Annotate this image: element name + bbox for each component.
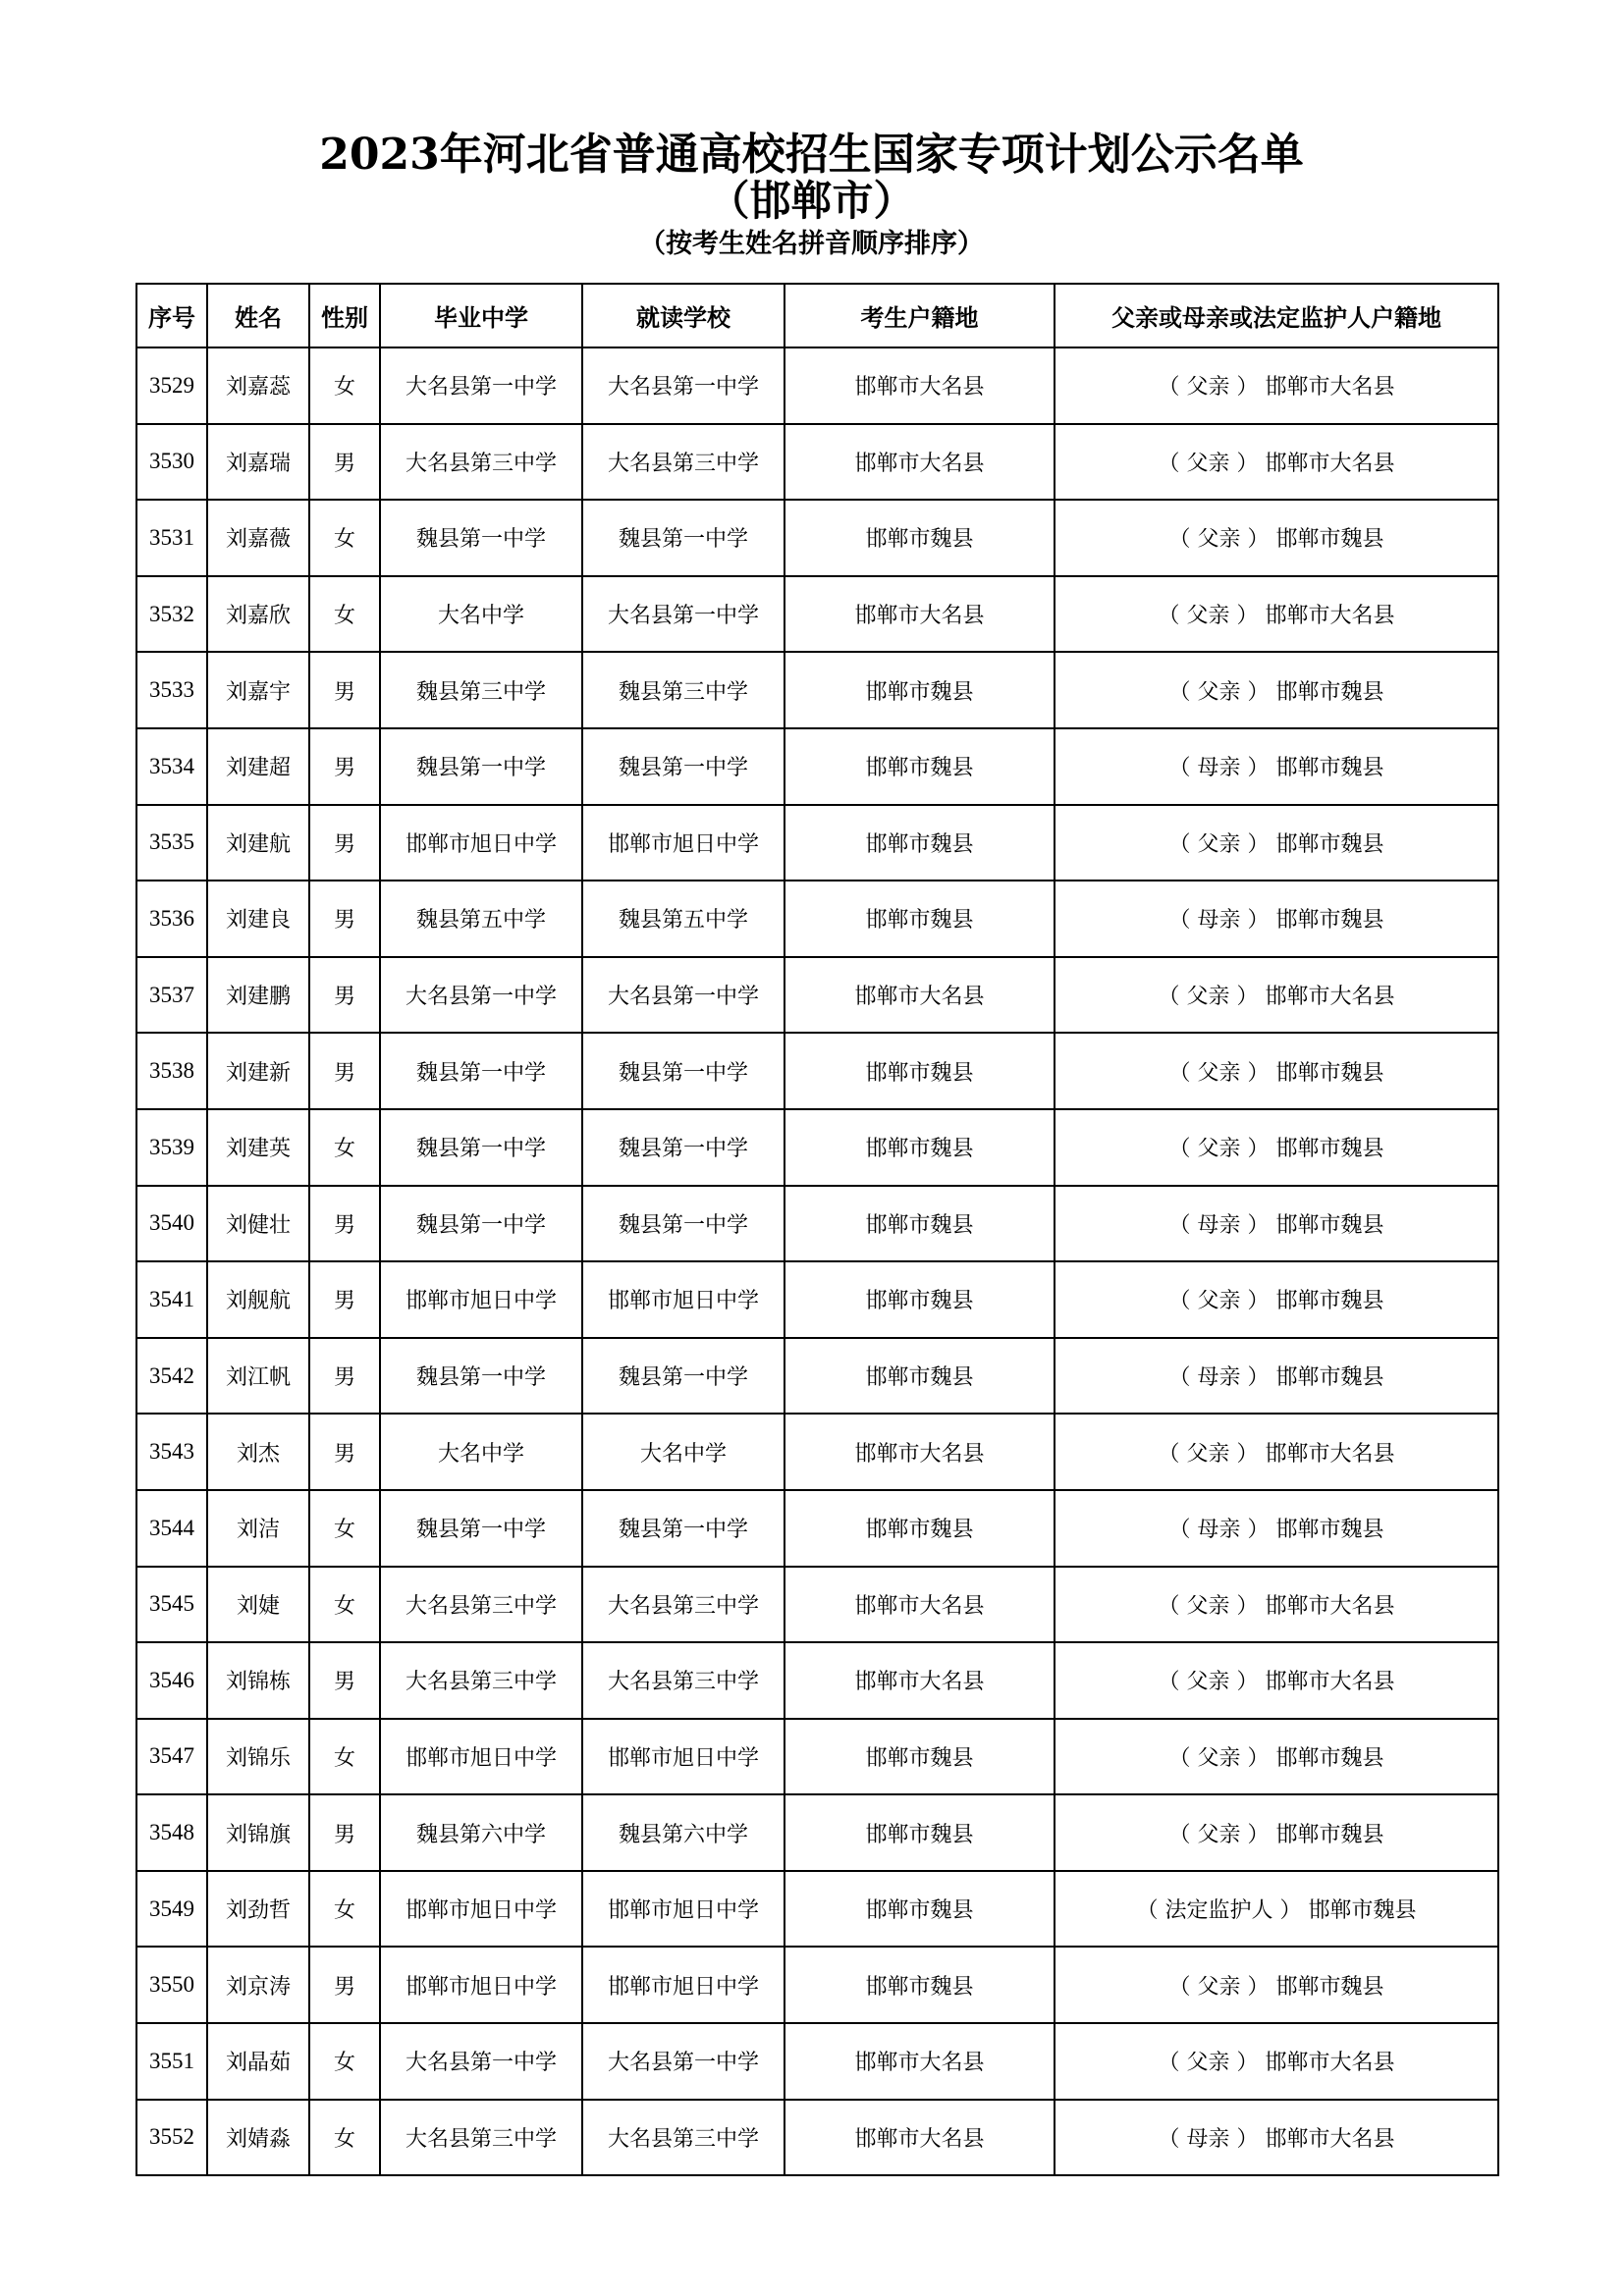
student-hukou-cell: 邯郸市魏县: [784, 805, 1055, 881]
name-cell: 刘洁: [207, 1490, 309, 1567]
graduation-school-cell: 魏县第一中学: [380, 1186, 582, 1262]
seq-cell: 3551: [136, 2023, 207, 2100]
graduation-school-cell: 魏县第三中学: [380, 652, 582, 728]
table-row: [136, 1567, 1498, 1643]
graduation-school-cell: 邯郸市旭日中学: [380, 1719, 582, 1795]
name-cell: 刘锦旗: [207, 1794, 309, 1871]
table-row: [136, 957, 1498, 1034]
graduation-school-cell: 魏县第一中学: [380, 1490, 582, 1567]
guardian-hukou-cell: （ 父亲 ） 邯郸市魏县: [1055, 500, 1498, 576]
name-cell: 刘婧淼: [207, 2100, 309, 2176]
student-hukou-cell: 邯郸市魏县: [784, 1261, 1055, 1338]
seq-cell: 3546: [136, 1642, 207, 1719]
graduation-school-cell: 大名中学: [380, 1414, 582, 1490]
gender-cell: 男: [309, 728, 380, 805]
table-row: [136, 1338, 1498, 1415]
name-cell: 刘建新: [207, 1033, 309, 1109]
gender-cell: 男: [309, 1414, 380, 1490]
guardian-hukou-cell: （ 父亲 ） 邯郸市大名县: [1055, 1642, 1498, 1719]
gender-cell: 女: [309, 1871, 380, 1948]
table-body: [136, 347, 1498, 2175]
student-hukou-cell: 邯郸市魏县: [784, 1033, 1055, 1109]
seq-cell: 3544: [136, 1490, 207, 1567]
seq-cell: 3533: [136, 652, 207, 728]
current-school-cell: 魏县第一中学: [582, 1186, 784, 1262]
graduation-school-cell: 邯郸市旭日中学: [380, 1947, 582, 2023]
table-row: [136, 1871, 1498, 1948]
graduation-school-cell: 魏县第五中学: [380, 881, 582, 957]
graduation-school-cell: 魏县第一中学: [380, 728, 582, 805]
table-row: [136, 1642, 1498, 1719]
current-school-cell: 魏县第一中学: [582, 500, 784, 576]
name-cell: 刘锦栋: [207, 1642, 309, 1719]
graduation-school-cell: 魏县第一中学: [380, 1033, 582, 1109]
column-header-current-school: 就读学校: [582, 284, 784, 347]
gender-cell: 女: [309, 1109, 380, 1186]
gender-cell: 男: [309, 1338, 380, 1415]
current-school-cell: 邯郸市旭日中学: [582, 1261, 784, 1338]
seq-cell: 3540: [136, 1186, 207, 1262]
current-school-cell: 大名县第三中学: [582, 1567, 784, 1643]
header-row: [136, 284, 1498, 347]
table-row: [136, 1490, 1498, 1567]
seq-cell: 3532: [136, 576, 207, 653]
current-school-cell: 魏县第六中学: [582, 1794, 784, 1871]
guardian-hukou-cell: （ 父亲 ） 邯郸市魏县: [1055, 1033, 1498, 1109]
gender-cell: 男: [309, 881, 380, 957]
student-hukou-cell: 邯郸市大名县: [784, 2023, 1055, 2100]
current-school-cell: 魏县第一中学: [582, 728, 784, 805]
current-school-cell: 大名县第一中学: [582, 2023, 784, 2100]
table-row: [136, 500, 1498, 576]
current-school-cell: 大名中学: [582, 1414, 784, 1490]
current-school-cell: 魏县第五中学: [582, 881, 784, 957]
seq-cell: 3545: [136, 1567, 207, 1643]
current-school-cell: 魏县第一中学: [582, 1490, 784, 1567]
graduation-school-cell: 邯郸市旭日中学: [380, 1261, 582, 1338]
guardian-hukou-cell: （ 母亲 ） 邯郸市大名县: [1055, 2100, 1498, 2176]
seq-cell: 3536: [136, 881, 207, 957]
gender-cell: 男: [309, 652, 380, 728]
student-hukou-cell: 邯郸市大名县: [784, 347, 1055, 424]
seq-cell: 3548: [136, 1794, 207, 1871]
current-school-cell: 魏县第一中学: [582, 1338, 784, 1415]
student-hukou-cell: 邯郸市大名县: [784, 424, 1055, 501]
name-cell: 刘嘉瑞: [207, 424, 309, 501]
table-row: [136, 652, 1498, 728]
student-hukou-cell: 邯郸市魏县: [784, 881, 1055, 957]
student-hukou-cell: 邯郸市魏县: [784, 652, 1055, 728]
student-hukou-cell: 邯郸市大名县: [784, 1567, 1055, 1643]
current-school-cell: 邯郸市旭日中学: [582, 805, 784, 881]
student-hukou-cell: 邯郸市魏县: [784, 1490, 1055, 1567]
graduation-school-cell: 大名县第一中学: [380, 347, 582, 424]
student-hukou-cell: 邯郸市大名县: [784, 576, 1055, 653]
name-cell: 刘舰航: [207, 1261, 309, 1338]
document-title: 2023年河北省普通高校招生国家专项计划公示名单: [319, 130, 1304, 180]
guardian-hukou-cell: （ 父亲 ） 邯郸市魏县: [1055, 1109, 1498, 1186]
name-cell: 刘嘉欣: [207, 576, 309, 653]
name-cell: 刘嘉薇: [207, 500, 309, 576]
current-school-cell: 邯郸市旭日中学: [582, 1871, 784, 1948]
name-cell: 刘建航: [207, 805, 309, 881]
table-row: [136, 1947, 1498, 2023]
student-hukou-cell: 邯郸市魏县: [784, 1109, 1055, 1186]
table-header: [136, 284, 1498, 347]
student-hukou-cell: 邯郸市大名县: [784, 1414, 1055, 1490]
name-cell: 刘江帆: [207, 1338, 309, 1415]
current-school-cell: 大名县第一中学: [582, 957, 784, 1034]
graduation-school-cell: 大名县第三中学: [380, 2100, 582, 2176]
graduation-school-cell: 大名县第一中学: [380, 2023, 582, 2100]
student-hukou-cell: 邯郸市大名县: [784, 2100, 1055, 2176]
table-row: [136, 728, 1498, 805]
student-hukou-cell: 邯郸市魏县: [784, 1186, 1055, 1262]
gender-cell: 男: [309, 1186, 380, 1262]
graduation-school-cell: 魏县第一中学: [380, 1109, 582, 1186]
name-cell: 刘锦乐: [207, 1719, 309, 1795]
graduation-school-cell: 魏县第一中学: [380, 1338, 582, 1415]
guardian-hukou-cell: （ 父亲 ） 邯郸市大名县: [1055, 424, 1498, 501]
guardian-hukou-cell: （ 父亲 ） 邯郸市大名县: [1055, 957, 1498, 1034]
seq-cell: 3547: [136, 1719, 207, 1795]
guardian-hukou-cell: （ 父亲 ） 邯郸市魏县: [1055, 1261, 1498, 1338]
seq-cell: 3534: [136, 728, 207, 805]
gender-cell: 女: [309, 1567, 380, 1643]
seq-cell: 3552: [136, 2100, 207, 2176]
graduation-school-cell: 大名县第一中学: [380, 957, 582, 1034]
table-row: [136, 347, 1498, 424]
gender-cell: 女: [309, 2023, 380, 2100]
seq-cell: 3538: [136, 1033, 207, 1109]
gender-cell: 男: [309, 424, 380, 501]
guardian-hukou-cell: （ 法定监护人 ） 邯郸市魏县: [1055, 1871, 1498, 1948]
gender-cell: 男: [309, 1033, 380, 1109]
seq-cell: 3537: [136, 957, 207, 1034]
student-hukou-cell: 邯郸市魏县: [784, 1338, 1055, 1415]
current-school-cell: 魏县第三中学: [582, 652, 784, 728]
seq-cell: 3535: [136, 805, 207, 881]
table-row: [136, 576, 1498, 653]
guardian-hukou-cell: （ 父亲 ） 邯郸市大名县: [1055, 1414, 1498, 1490]
column-header-graduation-school: 毕业中学: [380, 284, 582, 347]
name-cell: 刘嘉蕊: [207, 347, 309, 424]
seq-cell: 3530: [136, 424, 207, 501]
gender-cell: 女: [309, 500, 380, 576]
gender-cell: 女: [309, 2100, 380, 2176]
guardian-hukou-cell: （ 父亲 ） 邯郸市大名县: [1055, 2023, 1498, 2100]
guardian-hukou-cell: （ 母亲 ） 邯郸市魏县: [1055, 881, 1498, 957]
column-header-name: 姓名: [207, 284, 309, 347]
graduation-school-cell: 邯郸市旭日中学: [380, 805, 582, 881]
guardian-hukou-cell: （ 父亲 ） 邯郸市魏县: [1055, 652, 1498, 728]
graduation-school-cell: 大名县第三中学: [380, 424, 582, 501]
gender-cell: 女: [309, 576, 380, 653]
guardian-hukou-cell: （ 母亲 ） 邯郸市魏县: [1055, 1338, 1498, 1415]
column-header-seq: 序号: [136, 284, 207, 347]
guardian-hukou-cell: （ 父亲 ） 邯郸市魏县: [1055, 1794, 1498, 1871]
seq-cell: 3550: [136, 1947, 207, 2023]
table-row: [136, 424, 1498, 501]
guardian-hukou-cell: （ 父亲 ） 邯郸市大名县: [1055, 576, 1498, 653]
seq-cell: 3542: [136, 1338, 207, 1415]
table-row: [136, 881, 1498, 957]
name-cell: 刘建良: [207, 881, 309, 957]
current-school-cell: 魏县第一中学: [582, 1109, 784, 1186]
name-cell: 刘健壮: [207, 1186, 309, 1262]
graduation-school-cell: 魏县第六中学: [380, 1794, 582, 1871]
name-cell: 刘建英: [207, 1109, 309, 1186]
table-row: [136, 1261, 1498, 1338]
current-school-cell: 大名县第三中学: [582, 424, 784, 501]
gender-cell: 男: [309, 957, 380, 1034]
student-hukou-cell: 邯郸市魏县: [784, 1871, 1055, 1948]
current-school-cell: 魏县第一中学: [582, 1033, 784, 1109]
document-subtitle: （邯郸市）: [708, 177, 915, 225]
current-school-cell: 大名县第三中学: [582, 1642, 784, 1719]
table-row: [136, 1186, 1498, 1262]
student-hukou-cell: 邯郸市魏县: [784, 728, 1055, 805]
current-school-cell: 大名县第一中学: [582, 576, 784, 653]
name-cell: 刘婕: [207, 1567, 309, 1643]
student-hukou-cell: 邯郸市大名县: [784, 957, 1055, 1034]
name-cell: 刘劲哲: [207, 1871, 309, 1948]
current-school-cell: 大名县第三中学: [582, 2100, 784, 2176]
table-row: [136, 1719, 1498, 1795]
graduation-school-cell: 大名县第三中学: [380, 1567, 582, 1643]
column-header-guardian-hukou: 父亲或母亲或法定监护人户籍地: [1055, 284, 1498, 347]
gender-cell: 男: [309, 1947, 380, 2023]
seq-cell: 3529: [136, 347, 207, 424]
student-hukou-cell: 邯郸市大名县: [784, 1642, 1055, 1719]
name-cell: 刘建超: [207, 728, 309, 805]
guardian-hukou-cell: （ 父亲 ） 邯郸市大名县: [1055, 347, 1498, 424]
gender-cell: 男: [309, 1794, 380, 1871]
student-hukou-cell: 邯郸市魏县: [784, 500, 1055, 576]
seq-cell: 3539: [136, 1109, 207, 1186]
student-hukou-cell: 邯郸市魏县: [784, 1794, 1055, 1871]
gender-cell: 女: [309, 347, 380, 424]
student-hukou-cell: 邯郸市魏县: [784, 1719, 1055, 1795]
column-header-student-hukou: 考生户籍地: [784, 284, 1055, 347]
gender-cell: 男: [309, 1642, 380, 1719]
table-row: [136, 1109, 1498, 1186]
table-row: [136, 2100, 1498, 2176]
graduation-school-cell: 邯郸市旭日中学: [380, 1871, 582, 1948]
current-school-cell: 邯郸市旭日中学: [582, 1719, 784, 1795]
guardian-hukou-cell: （ 父亲 ） 邯郸市大名县: [1055, 1567, 1498, 1643]
student-hukou-cell: 邯郸市魏县: [784, 1947, 1055, 2023]
seq-cell: 3549: [136, 1871, 207, 1948]
sort-note: （按考生姓名拼音顺序排序）: [639, 229, 984, 259]
guardian-hukou-cell: （ 父亲 ） 邯郸市魏县: [1055, 1947, 1498, 2023]
guardian-hukou-cell: （ 母亲 ） 邯郸市魏县: [1055, 728, 1498, 805]
name-cell: 刘嘉宇: [207, 652, 309, 728]
table-row: [136, 805, 1498, 881]
seq-cell: 3543: [136, 1414, 207, 1490]
name-cell: 刘晶茹: [207, 2023, 309, 2100]
name-cell: 刘京涛: [207, 1947, 309, 2023]
current-school-cell: 大名县第一中学: [582, 347, 784, 424]
graduation-school-cell: 大名中学: [380, 576, 582, 653]
name-cell: 刘杰: [207, 1414, 309, 1490]
roster-table: [135, 283, 1499, 2176]
table-row: [136, 2023, 1498, 2100]
gender-cell: 男: [309, 805, 380, 881]
guardian-hukou-cell: （ 母亲 ） 邯郸市魏县: [1055, 1186, 1498, 1262]
table-row: [136, 1033, 1498, 1109]
gender-cell: 女: [309, 1490, 380, 1567]
guardian-hukou-cell: （ 母亲 ） 邯郸市魏县: [1055, 1490, 1498, 1567]
graduation-school-cell: 大名县第三中学: [380, 1642, 582, 1719]
table-row: [136, 1414, 1498, 1490]
current-school-cell: 邯郸市旭日中学: [582, 1947, 784, 2023]
guardian-hukou-cell: （ 父亲 ） 邯郸市魏县: [1055, 1719, 1498, 1795]
name-cell: 刘建鹏: [207, 957, 309, 1034]
seq-cell: 3531: [136, 500, 207, 576]
gender-cell: 男: [309, 1261, 380, 1338]
seq-cell: 3541: [136, 1261, 207, 1338]
table-row: [136, 1794, 1498, 1871]
guardian-hukou-cell: （ 父亲 ） 邯郸市魏县: [1055, 805, 1498, 881]
column-header-gender: 性别: [309, 284, 380, 347]
graduation-school-cell: 魏县第一中学: [380, 500, 582, 576]
gender-cell: 女: [309, 1719, 380, 1795]
